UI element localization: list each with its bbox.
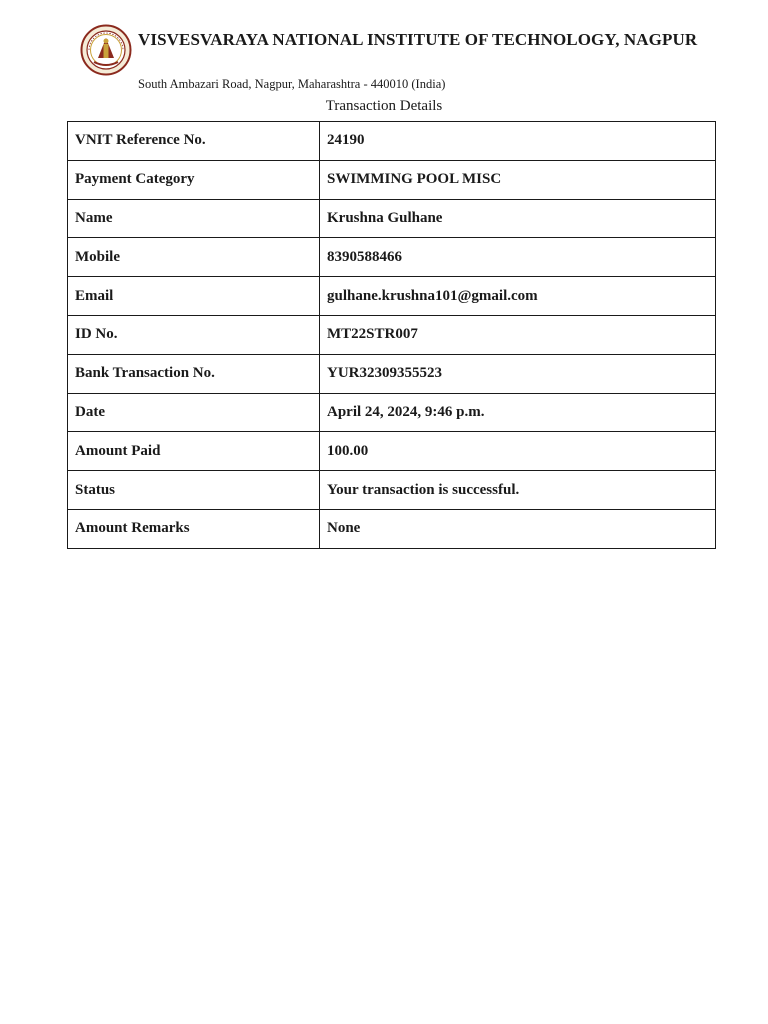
table-row [68,277,716,316]
row-label: Payment Category [68,160,320,199]
table-row [68,160,716,199]
row-value: YUR32309355523 [320,354,716,393]
row-label: Name [68,199,320,238]
table-row [68,471,716,510]
table-row [68,393,716,432]
row-value: 24190 [320,122,716,161]
row-label: Amount Paid [68,432,320,471]
row-label: Date [68,393,320,432]
table-row [68,315,716,354]
table-row [68,509,716,548]
row-value: April 24, 2024, 9:46 p.m. [320,393,716,432]
row-label: VNIT Reference No. [68,122,320,161]
institute-emblem-icon [80,24,132,76]
institute-name: VISVESVARAYA NATIONAL INSTITUTE OF TECHNOLOGY, NAGPUR [138,30,698,49]
table-row [68,238,716,277]
row-value: Krushna Gulhane [320,199,716,238]
table-row [68,432,716,471]
transaction-details-table [67,121,716,549]
table-row [68,122,716,161]
table-row [68,354,716,393]
row-label: Email [68,277,320,316]
row-label: Status [68,471,320,510]
row-value: 8390588466 [320,238,716,277]
row-value: None [320,509,716,548]
institute-address: South Ambazari Road, Nagpur, Maharashtra - 440010 (India) [138,77,446,91]
row-value: MT22STR007 [320,315,716,354]
row-value: SWIMMING POOL MISC [320,160,716,199]
row-label: Bank Transaction No. [68,354,320,393]
table-row [68,199,716,238]
row-label: Amount Remarks [68,509,320,548]
row-value: Your transaction is successful. [320,471,716,510]
row-value: 100.00 [320,432,716,471]
row-label: Mobile [68,238,320,277]
page-title: Transaction Details [325,98,443,114]
row-label: ID No. [68,315,320,354]
row-value: gulhane.krushna101@gmail.com [320,277,716,316]
